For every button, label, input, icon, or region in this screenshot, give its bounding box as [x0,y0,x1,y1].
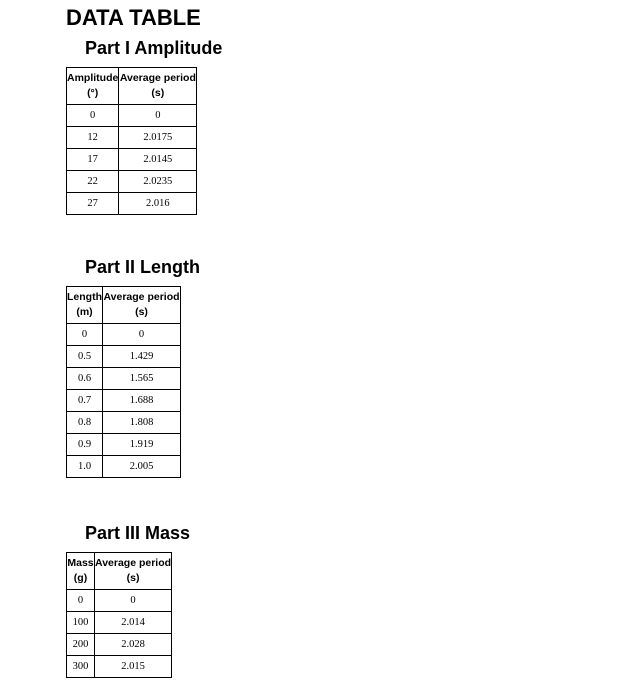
table-cell: 22 [67,171,119,193]
table-row [67,324,181,346]
table-cell: 2.015 [95,656,172,678]
table-cell: 300 [67,656,95,678]
column-header-average-period: Average period (s) [103,287,181,324]
table-cell: 0.9 [67,434,103,456]
table-cell: 100 [67,612,95,634]
table-cell: 1.565 [103,368,181,390]
amplitude-table [66,67,197,215]
table-cell: 0 [67,105,119,127]
table-row [67,171,197,193]
table-cell: 2.0145 [119,149,197,171]
table-row [67,612,172,634]
table-header-row [67,68,197,105]
table-cell: 2.0235 [119,171,197,193]
table-cell: 2.016 [119,193,197,215]
table-cell: 2.014 [95,612,172,634]
page-title: DATA TABLE [66,5,201,30]
table-cell: 2.005 [103,456,181,478]
table-header-row [67,553,172,590]
table-row [67,390,181,412]
table-cell: 1.688 [103,390,181,412]
table-row [67,346,181,368]
table-row [67,590,172,612]
section-title-amplitude: Part I Amplitude [85,38,223,58]
table-row [67,149,197,171]
table-row [67,412,181,434]
table-cell: 0 [67,324,103,346]
column-header-average-period: Average period (s) [95,553,172,590]
table-cell: 0 [103,324,181,346]
table-row [67,634,172,656]
column-header-amplitude: Amplitude (°) [67,68,119,105]
mass-table [66,552,172,678]
table-row [67,105,197,127]
table-cell: 2.028 [95,634,172,656]
table-row [67,193,197,215]
table-cell: 0 [67,590,95,612]
table-cell: 1.429 [103,346,181,368]
column-header-length: Length (m) [67,287,103,324]
table-cell: 0.8 [67,412,103,434]
table-cell: 0.6 [67,368,103,390]
table-row [67,456,181,478]
table-cell: 1.808 [103,412,181,434]
column-header-average-period: Average period (s) [119,68,197,105]
column-header-mass: Mass (g) [67,553,95,590]
section-title-mass: Part III Mass [85,523,191,543]
table-cell: 0.7 [67,390,103,412]
table-row [67,127,197,149]
length-table [66,286,181,478]
table-row [67,656,172,678]
table-cell: 1.0 [67,456,103,478]
table-cell: 27 [67,193,119,215]
table-cell: 0 [95,590,172,612]
table-cell: 17 [67,149,119,171]
table-row [67,368,181,390]
table-cell: 12 [67,127,119,149]
table-cell: 1.919 [103,434,181,456]
section-title-length: Part II Length [85,257,201,277]
table-cell: 0.5 [67,346,103,368]
table-row [67,434,181,456]
table-cell: 0 [119,105,197,127]
table-cell: 200 [67,634,95,656]
table-cell: 2.0175 [119,127,197,149]
table-header-row [67,287,181,324]
